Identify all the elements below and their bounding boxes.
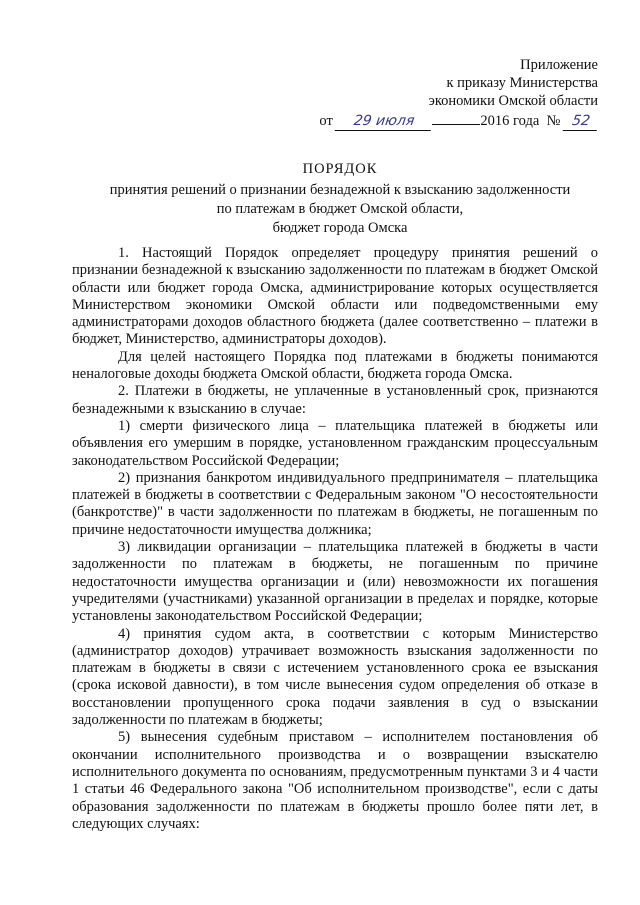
appendix-block [300,56,598,131]
paragraph-3: 2. Платежи в бюджеты, не уплаченные в установленный срок, признаются безнадежными к взысканию в случае: [72,383,598,417]
appendix-ministry: экономики Омской области [428,93,598,109]
year-text: 2016 года [480,113,540,129]
paragraph-1: 1. Настоящий Порядок определяет процедуру принятия решений о признании безнадежной к взысканию задолженности по платежам в бюджет Омской области или бюджет города Омска, администрирование которых осуществляется Министерством экономики Омской области или подведомственными ему администраторами доходов областного бюджета (далее соответственно – платежи в бюджет, Министерство, администраторы доходов). [72,245,598,348]
title-line-3: бюджет города Омска [272,220,408,236]
title-line-2: по платежам в бюджет Омской области, [216,201,464,217]
document-title [70,160,610,238]
handwritten-date: 29 июля [335,112,434,131]
paragraph-5: 2) признания банкротом индивидуального предпринимателя – плательщика платежей в бюджеты в соответствии с Федеральным законом "О несостоятельности (банкротстве)" в части задолженности по платежам в бюджеты, не погашенным по причине недостаточности имущества должника; [72,469,598,538]
document-body [72,245,598,833]
appendix-order-ref: к приказу Министерства [446,75,598,91]
paragraph-4: 1) смерти физического лица – плательщика платежей в бюджеты или объявления его умершим в порядке, установленном гражданским процессуальным законодательством Российской Федерации; [72,417,598,469]
appendix-date-line [300,110,598,131]
appendix-title: Приложение [520,57,598,73]
title-heading: ПОРЯДОК [302,161,378,177]
date-underline [432,110,480,125]
paragraph-6: 3) ликвидации организации – плательщика платежей в бюджеты в части задолженности по платежам в бюджеты, не погашенным по причине недостаточности имущества организации и (или) невозможности их погашения учредителями (участниками) указанной организации в пределах и порядке, которые установлены законодательством Российской Федерации; [72,539,598,625]
handwritten-number: 52 [563,112,600,131]
number-sign: № [546,113,561,129]
paragraph-8: 5) вынесения судебным приставом – исполнителем постановления об окончании исполнительного производства и о возвращении взыскателю исполнительного документа по основаниям, предусмотренным пунктами 3 и 4 части 1 статьи 46 Федерального закона "Об исполнительном производстве", если с даты образования задолженности по платежам в бюджеты прошло более пяти лет, в следующих случаях: [72,729,598,832]
date-prefix: от [319,113,333,129]
title-line-1: принятия решений о признании безнадежной к взысканию задолженности [109,182,571,198]
paragraph-2: Для целей настоящего Порядка под платежами в бюджеты понимаются неналоговые доходы бюджета Омской области, бюджета города Омска. [72,348,598,383]
paragraph-7: 4) принятия судом акта, в соответствии с которым Министерство (администратор доходов) утрачивает возможность взыскания задолженности по платежам в бюджеты в связи с истечением установленного срока ее взыскания (срока исковой давности), в том числе вынесения судом определения об отказе в восстановлении пропущенного срока подачи заявления в суд о взыскании задолженности по платежам в бюджеты; [72,625,598,729]
